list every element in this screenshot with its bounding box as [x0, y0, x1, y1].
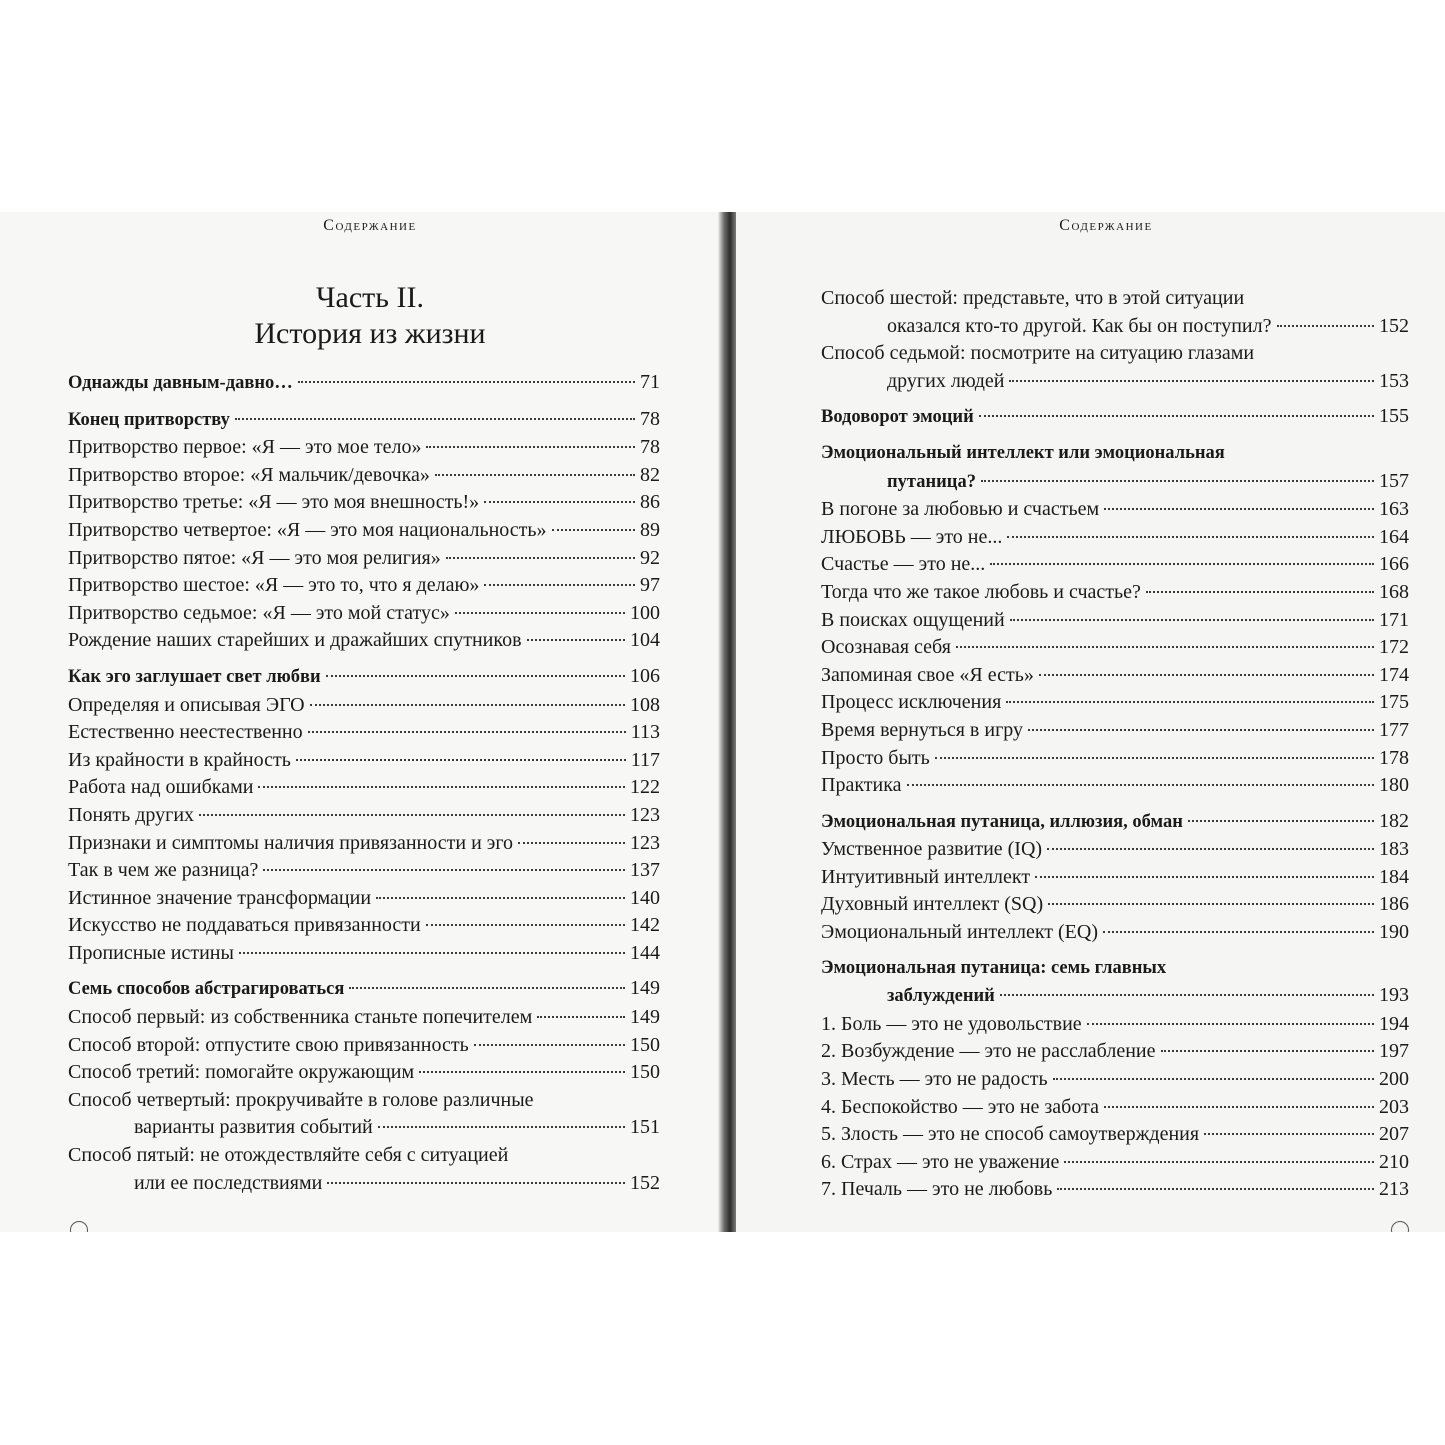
dot-leader [907, 784, 1374, 786]
toc-page-number: 78 [640, 407, 660, 430]
dot-leader [310, 704, 625, 706]
toc-page-number: 210 [1379, 1150, 1409, 1173]
toc-entry-title: Способ первый: из собственника станьте попечителем [68, 1006, 533, 1029]
toc-entry-title: Признаки и симптомы наличия привязанности и эго [68, 831, 514, 854]
toc-page-number: 108 [630, 693, 660, 716]
toc-entry [821, 864, 1409, 892]
toc-entry [821, 1121, 1409, 1149]
toc-entry [821, 717, 1409, 745]
toc-entry [68, 663, 660, 692]
dot-leader [1057, 1188, 1374, 1190]
toc-entry-title-continued: других людей [887, 369, 1005, 392]
toc-page-number: 150 [630, 1033, 660, 1056]
toc-page-number: 163 [1379, 498, 1409, 521]
toc-entry [68, 462, 660, 490]
toc-page-number: 151 [630, 1116, 660, 1139]
toc-entry [821, 662, 1409, 690]
toc-entry-title: Притворство третье: «Я — это моя внешность!» [68, 491, 480, 514]
dot-leader [349, 987, 625, 989]
toc-page-number: 122 [630, 776, 660, 799]
toc-entry [821, 689, 1409, 717]
dot-leader [484, 501, 635, 503]
dot-leader [1007, 536, 1374, 538]
toc-page-number: 144 [630, 941, 660, 964]
dot-leader [327, 1182, 625, 1184]
dot-leader [537, 1016, 625, 1018]
toc-entry-title: Притворство седьмое: «Я — это мой статус» [68, 601, 450, 624]
toc-entry [821, 955, 1409, 1011]
toc-page-number: 194 [1379, 1012, 1409, 1035]
toc-entry-title: Так в чем же разница? [68, 859, 259, 882]
toc-entry [821, 285, 1409, 340]
toc-entry [68, 1004, 660, 1032]
dot-leader [1087, 1023, 1374, 1025]
dot-leader [1053, 1078, 1374, 1080]
toc-page-number: 89 [640, 518, 660, 541]
book-spread [0, 212, 1445, 1232]
toc-entry-title: Способ второй: отпустите свою привязанность [68, 1033, 469, 1056]
toc-page-number: 180 [1379, 774, 1409, 797]
toc-entry-title: Прописные истины [68, 941, 234, 964]
toc-entry [68, 857, 660, 885]
toc-entry [821, 524, 1409, 552]
page-ornament-left [70, 1221, 88, 1232]
toc-entry [821, 634, 1409, 662]
toc-page-number: 183 [1379, 838, 1409, 861]
toc-page-number: 190 [1379, 921, 1409, 944]
dot-leader [199, 814, 625, 816]
dot-leader [552, 529, 635, 531]
toc-entry-title: Естественно неестественно [68, 721, 303, 744]
toc-page-number: 152 [630, 1171, 660, 1194]
toc-entry-title: Истинное значение трансформации [68, 886, 372, 909]
toc-entry [68, 1142, 660, 1197]
toc-entry [68, 517, 660, 545]
toc-entry [821, 340, 1409, 395]
toc-page-number: 137 [630, 859, 660, 882]
toc-entry-title: Счастье — это не... [821, 553, 986, 576]
dot-leader [263, 869, 625, 871]
toc-page-number: 71 [640, 371, 660, 393]
dot-leader [258, 786, 625, 788]
toc-entry-title: Однажды давным-давно… [68, 373, 293, 393]
toc-page-number: 150 [630, 1061, 660, 1084]
toc-entry-title-continued: путаница? [887, 471, 976, 492]
toc-entry [821, 772, 1409, 800]
dot-leader [1047, 848, 1374, 850]
toc-entry-title: Запоминая свое «Я есть» [821, 663, 1034, 686]
toc-entry-title: Рождение наших старейших и дражайших спутников [68, 629, 522, 652]
toc-page-number: 153 [1379, 369, 1409, 392]
toc-page-number: 86 [640, 491, 660, 514]
toc-entry-title: Притворство первое: «Я — это мое тело» [68, 436, 422, 459]
toc-page-number: 140 [630, 886, 660, 909]
toc-entry-title: Искусство не поддаваться привязанности [68, 914, 421, 937]
toc-entry [821, 745, 1409, 773]
toc-entry-title: Время вернуться в игру [821, 718, 1024, 741]
toc-entry [68, 406, 660, 435]
toc-entry-title: Тогда что же такое любовь и счастье? [821, 580, 1141, 603]
toc-entry [821, 607, 1409, 635]
toc-entry [821, 1011, 1409, 1039]
toc-entry-title: Эмоциональный интеллект или эмоциональная [821, 442, 1225, 463]
toc-entry-title: Эмоциональный интеллект (EQ) [821, 921, 1099, 944]
dot-leader [1035, 876, 1374, 878]
toc-entry [821, 891, 1409, 919]
dot-leader [1204, 1133, 1374, 1135]
toc-page-number: 78 [640, 436, 660, 459]
toc-entry [821, 808, 1409, 837]
toc-entry-title: В погоне за любовью и счастьем [821, 498, 1100, 521]
toc-page-number: 186 [1379, 893, 1409, 916]
toc-entry [68, 885, 660, 913]
toc-entry-title-continued: или ее последствиями [134, 1171, 323, 1194]
toc-page-number: 207 [1379, 1123, 1409, 1146]
dot-leader [419, 1071, 625, 1073]
toc-entry-title-continued: оказался кто-то другой. Как бы он поступил? [887, 314, 1272, 337]
toc-page-number: 213 [1379, 1178, 1409, 1201]
toc-page-number: 123 [630, 803, 660, 826]
dot-leader [1103, 931, 1374, 933]
running-head-right: Содержание [1059, 217, 1153, 234]
toc-entry-title: Притворство шестое: «Я — это то, что я делаю» [68, 574, 480, 597]
toc-entry-title: Притворство второе: «Я мальчик/девочка» [68, 463, 430, 486]
table-of-contents-right [821, 285, 1409, 1204]
dot-leader [239, 952, 625, 954]
toc-entry-title: 2. Возбуждение — это не расслабление [821, 1040, 1156, 1063]
toc-entry [68, 545, 660, 573]
dot-leader [935, 757, 1374, 759]
toc-page-number: 123 [630, 831, 660, 854]
dot-leader [326, 675, 625, 677]
toc-page-number: 203 [1379, 1095, 1409, 1118]
toc-entry [821, 836, 1409, 864]
toc-page-number: 174 [1379, 663, 1409, 686]
toc-page-number: 197 [1379, 1040, 1409, 1063]
left-page [0, 212, 724, 1232]
toc-entry [821, 1149, 1409, 1177]
toc-entry-title: Притворство четвертое: «Я — это моя национальность» [68, 518, 547, 541]
toc-entry [821, 1066, 1409, 1094]
toc-entry [821, 496, 1409, 524]
dot-leader [1104, 508, 1374, 510]
toc-page-number: 157 [1379, 469, 1409, 492]
dot-leader [1064, 1161, 1374, 1163]
toc-entry-title: Процесс исключения [821, 691, 1002, 714]
toc-page-number: 92 [640, 546, 660, 569]
toc-entry-title: ЛЮБОВЬ — это не... [821, 525, 1003, 548]
toc-entry-title: Из крайности в крайность [68, 748, 291, 771]
toc-entry-title: Просто быть [821, 746, 930, 769]
dot-leader [1048, 903, 1374, 905]
dot-leader [484, 584, 635, 586]
toc-entry-title: 5. Злость — это не способ самоутверждения [821, 1123, 1200, 1146]
dot-leader [298, 381, 635, 383]
toc-entry-title: Интуитивный интеллект [821, 865, 1031, 888]
toc-entry-title-continued: заблуждений [887, 986, 995, 1007]
toc-entry-title: 6. Страх — это не уважение [821, 1150, 1060, 1173]
toc-entry-title-continued: варианты развития событий [134, 1116, 373, 1139]
toc-entry-title: Притворство пятое: «Я — это моя религия» [68, 546, 441, 569]
toc-entry [821, 919, 1409, 947]
toc-entry [68, 774, 660, 802]
dot-leader [1104, 1106, 1374, 1108]
toc-entry [68, 940, 660, 968]
toc-entry-title: Водоворот эмоций [821, 407, 974, 428]
toc-page-number: 182 [1379, 809, 1409, 832]
toc-entry [68, 627, 660, 655]
toc-entry-title: Способ пятый: не отождествляйте себя с ситуацией [68, 1144, 509, 1167]
toc-entry-title: Как эго заглушает свет любви [68, 666, 321, 687]
dot-leader [1188, 820, 1374, 822]
dot-leader [956, 646, 1374, 648]
toc-entry-title: В поисках ощущений [821, 608, 1005, 631]
toc-entry-title: Практика [821, 774, 902, 797]
table-of-contents-left [68, 369, 660, 1197]
toc-page-number: 100 [630, 601, 660, 624]
dot-leader [1277, 325, 1375, 327]
toc-page-number: 184 [1379, 865, 1409, 888]
dot-leader [1006, 701, 1374, 703]
toc-page-number: 164 [1379, 525, 1409, 548]
toc-entry [68, 719, 660, 747]
toc-entry [821, 579, 1409, 607]
dot-leader [378, 1126, 625, 1128]
toc-page-number: 97 [640, 574, 660, 597]
toc-entry [68, 434, 660, 462]
dot-leader [518, 842, 625, 844]
toc-page-number: 175 [1379, 691, 1409, 714]
toc-entry [68, 692, 660, 720]
dot-leader [426, 446, 635, 448]
toc-page-number: 104 [630, 629, 660, 652]
toc-entry [68, 912, 660, 940]
toc-entry [68, 975, 660, 1004]
toc-entry [821, 551, 1409, 579]
toc-entry [68, 747, 660, 775]
toc-entry-title: Способ седьмой: посмотрите на ситуацию глазами [821, 342, 1255, 365]
toc-entry-title: Конец притворству [68, 409, 230, 430]
dot-leader [376, 897, 625, 899]
dot-leader [979, 415, 1374, 417]
dot-leader [1039, 674, 1374, 676]
dot-leader [446, 557, 635, 559]
toc-entry [68, 600, 660, 628]
toc-entry [821, 440, 1409, 496]
toc-entry-title: Эмоциональная путаница: семь главных [821, 957, 1167, 978]
toc-entry-title: Семь способов абстрагироваться [68, 979, 345, 1000]
toc-page-number: 155 [1379, 405, 1409, 428]
toc-page-number: 149 [630, 977, 660, 1000]
dot-leader [1009, 380, 1374, 382]
toc-entry-title: Определяя и описывая ЭГО [68, 693, 305, 716]
dot-leader [435, 474, 635, 476]
part-number: Часть II. [316, 281, 424, 314]
toc-entry-title: Умственное развитие (IQ) [821, 838, 1043, 861]
dot-leader [981, 480, 1374, 482]
toc-page-number: 172 [1379, 636, 1409, 659]
toc-entry [68, 369, 660, 398]
toc-entry-title: Способ шестой: представьте, что в этой ситуации [821, 287, 1245, 309]
toc-entry [821, 403, 1409, 432]
running-head-left: Содержание [323, 217, 417, 234]
dot-leader [308, 731, 626, 733]
toc-entry-title: Работа над ошибками [68, 776, 254, 799]
toc-entry [68, 572, 660, 600]
toc-page-number: 113 [630, 721, 660, 744]
toc-entry [68, 1032, 660, 1060]
toc-page-number: 117 [630, 748, 660, 771]
dot-leader [1000, 994, 1374, 996]
toc-entry-title: Понять других [68, 803, 195, 826]
toc-entry [68, 830, 660, 858]
toc-page-number: 193 [1379, 984, 1409, 1007]
dot-leader [1028, 729, 1374, 731]
toc-entry [821, 1176, 1409, 1204]
toc-page-number: 166 [1379, 553, 1409, 576]
toc-page-number: 149 [630, 1006, 660, 1029]
toc-entry [821, 1094, 1409, 1122]
dot-leader [235, 418, 635, 420]
toc-entry-title: Эмоциональная путаница, иллюзия, обман [821, 811, 1183, 832]
dot-leader [474, 1044, 625, 1046]
dot-leader [1161, 1050, 1375, 1052]
toc-entry [68, 1059, 660, 1087]
dot-leader [527, 639, 625, 641]
toc-entry [68, 489, 660, 517]
dot-leader [455, 612, 625, 614]
toc-page-number: 168 [1379, 580, 1409, 603]
toc-entry-title: 7. Печаль — это не любовь [821, 1178, 1053, 1201]
toc-entry-title: 3. Месть — это не радость [821, 1068, 1048, 1091]
right-page [736, 212, 1445, 1232]
dot-leader [426, 924, 625, 926]
toc-entry [68, 1087, 660, 1142]
toc-page-number: 142 [630, 914, 660, 937]
toc-entry-title: Способ четвертый: прокручивайте в голове различные [68, 1088, 534, 1111]
part-name: История из жизни [254, 317, 486, 350]
toc-entry [68, 802, 660, 830]
toc-entry [821, 1038, 1409, 1066]
toc-entry-title: Духовный интеллект (SQ) [821, 893, 1044, 916]
toc-page-number: 200 [1379, 1068, 1409, 1091]
toc-entry-title: Способ третий: помогайте окружающим [68, 1061, 415, 1084]
page-ornament-right [1391, 1221, 1409, 1232]
toc-page-number: 106 [630, 664, 660, 687]
toc-entry-title: Осознавая себя [821, 636, 951, 659]
toc-page-number: 178 [1379, 746, 1409, 769]
toc-page-number: 171 [1379, 608, 1409, 631]
toc-page-number: 177 [1379, 718, 1409, 741]
toc-entry-title: 4. Беспокойство — это не забота [821, 1095, 1099, 1118]
dot-leader [296, 759, 626, 761]
dot-leader [1010, 619, 1374, 621]
dot-leader [990, 563, 1374, 565]
toc-page-number: 82 [640, 463, 660, 486]
toc-page-number: 152 [1379, 314, 1409, 337]
toc-entry-title: 1. Боль — это не удовольствие [821, 1012, 1082, 1035]
dot-leader [1146, 591, 1374, 593]
